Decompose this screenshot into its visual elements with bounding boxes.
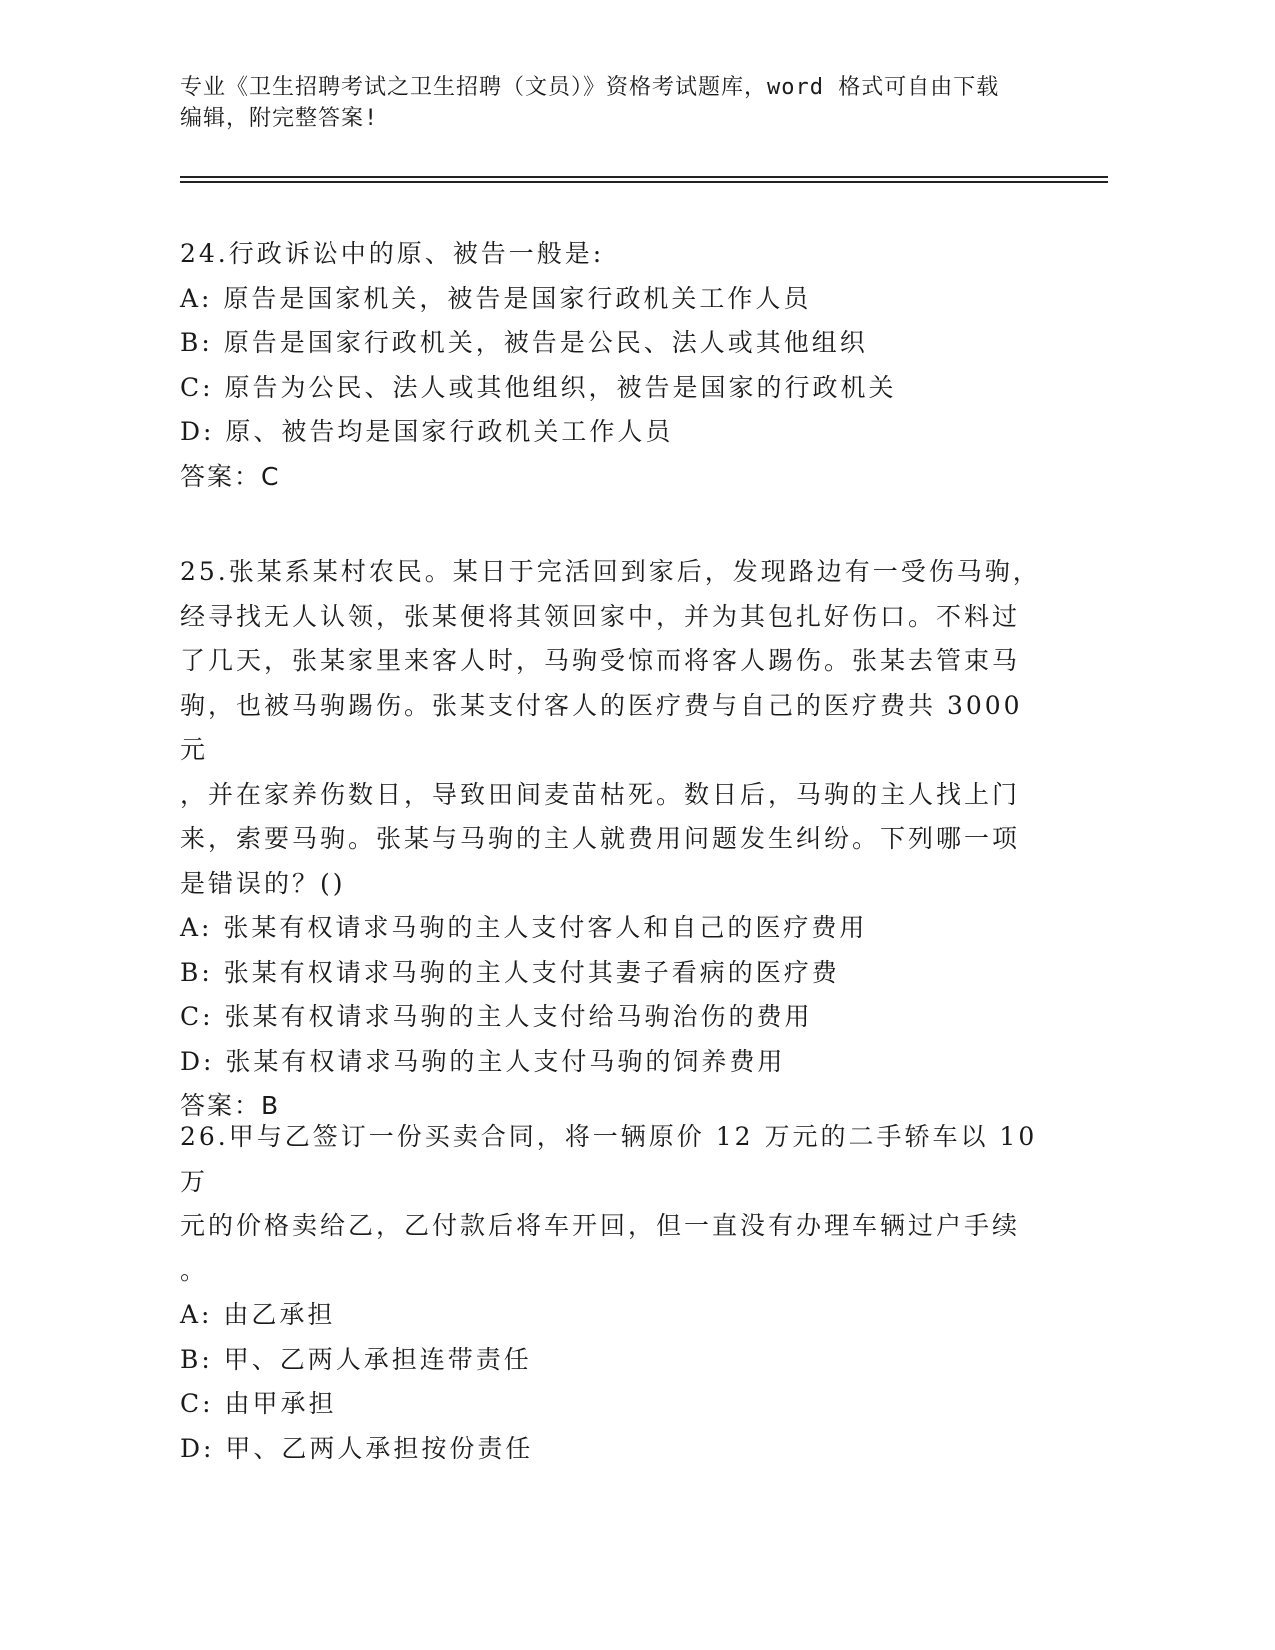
document-header xyxy=(180,72,1060,134)
option-c: C: 张某有权请求马驹的主人支付给马驹治伤的费用 xyxy=(180,1002,813,1031)
question-26 xyxy=(180,1115,1060,1471)
question-stem-line: 。 xyxy=(180,1255,209,1285)
question-stem-line: ，并在家养伤数日，导致田间麦苗枯死。数日后，马驹的主人找上门 xyxy=(180,779,1021,809)
question-stem-line: 了几天，张某家里来客人时，马驹受惊而将客人踢伤。张某去管束马 xyxy=(180,646,1021,675)
answer: 答案：C xyxy=(180,461,281,491)
header-line-2: 编辑，附完整答案! xyxy=(180,106,379,131)
option-b: B: 张某有权请求马驹的主人支付其妻子看病的医疗费 xyxy=(180,957,840,987)
option-d: D: 张某有权请求马驹的主人支付马驹的饲养费用 xyxy=(180,1046,786,1076)
question-stem-line: 24.行政诉讼中的原、被告一般是: xyxy=(180,239,605,268)
header-divider-top xyxy=(180,176,1108,178)
header-divider-bottom xyxy=(180,181,1108,183)
question-24 xyxy=(180,232,1060,499)
question-stem-line: 元的价格卖给乙，乙付款后将车开回，但一直没有办理车辆过户手续 xyxy=(180,1211,1021,1240)
answer: 答案：B xyxy=(180,1091,281,1120)
question-stem-line: 26.甲与乙签订一份买卖合同，将一辆原价 12 万元的二手轿车以 10 万 xyxy=(180,1122,1038,1196)
header-line-1: 专业《卫生招聘考试之卫生招聘（文员）》资格考试题库，word 格式可自由下载 xyxy=(180,75,1000,100)
question-stem-line: 经寻找无人认领，张某便将其领回家中，并为其包扎好伤口。不料过 xyxy=(180,601,1021,631)
option-c: C: 原告为公民、法人或其他组织，被告是国家的行政机关 xyxy=(180,372,897,402)
option-b: B: 甲、乙两人承担连带责任 xyxy=(180,1344,532,1374)
option-d: D: 原、被告均是国家行政机关工作人员 xyxy=(180,417,674,446)
option-b: B: 原告是国家行政机关，被告是公民、法人或其他组织 xyxy=(180,328,868,357)
option-a: A: 由乙承担 xyxy=(180,1300,336,1329)
option-d: D: 甲、乙两人承担按份责任 xyxy=(180,1433,534,1463)
option-c: C: 由甲承担 xyxy=(180,1389,337,1418)
question-stem-line: 驹，也被马驹踢伤。张某支付客人的医疗费与自己的医疗费共 3000 元 xyxy=(180,690,1023,764)
question-stem-line: 25.张某系某村农民。某日于完活回到家后，发现路边有一受伤马驹， xyxy=(180,557,1041,586)
question-stem-line: 是错误的？() xyxy=(180,868,346,898)
question-25 xyxy=(180,550,1060,1129)
option-a: A: 张某有权请求马驹的主人支付客人和自己的医疗费用 xyxy=(180,913,868,942)
question-stem-line: 来，索要马驹。张某与马驹的主人就费用问题发生纠纷。下列哪一项 xyxy=(180,824,1021,853)
option-a: A: 原告是国家机关，被告是国家行政机关工作人员 xyxy=(180,283,812,313)
